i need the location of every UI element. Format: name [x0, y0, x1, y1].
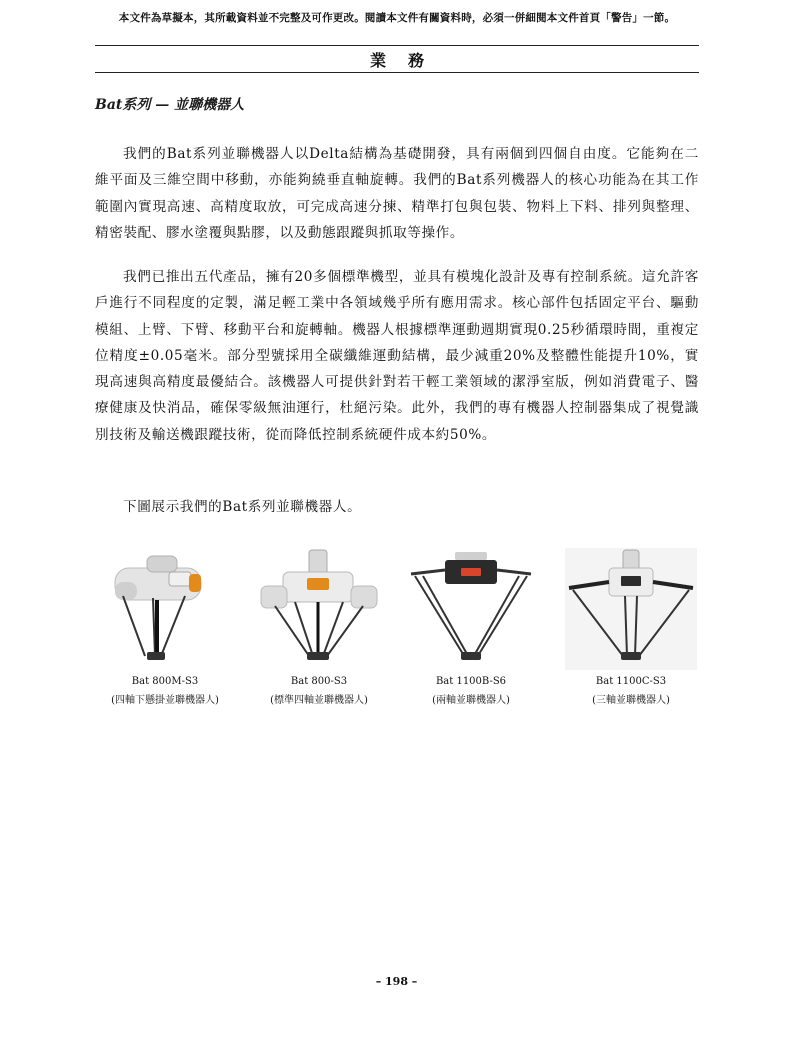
robot-bat-800-s3-image — [255, 548, 383, 670]
figure-bat-1100b-s6 — [401, 548, 541, 706]
figure-bat-800m-s3 — [95, 548, 235, 706]
figure-bat-1100c-s3 — [561, 548, 701, 706]
subheading: Bat系列 — 並聯機器人 — [95, 97, 245, 113]
figure-model-label: Bat 800-S3 — [290, 676, 348, 687]
robot-bat-1100b-s6-image — [407, 548, 535, 670]
figure-description: (兩軸並聯機器人) — [432, 695, 510, 706]
header-top-rule — [95, 45, 699, 46]
figure-model-label: Bat 800M-S3 — [131, 676, 199, 687]
figure-model-label: Bat 1100B-S6 — [435, 676, 507, 687]
robot-bat-1100c-s3-image — [565, 548, 697, 670]
draft-warning-header: 本文件為草擬本，其所載資料並不完整及可作更改。閱讀本文件有關資料時，必須一併細閱本文件首頁「警告」一節。 — [118, 12, 676, 24]
figure-description: (三軸並聯機器人) — [592, 695, 670, 706]
figure-bat-800-s3 — [249, 548, 389, 706]
figure-description: (四軸下懸掛並聯機器人) — [111, 695, 219, 706]
figure-model-label: Bat 1100C-S3 — [595, 676, 667, 687]
page-number: – 198 – — [375, 975, 418, 988]
robot-bat-800m-s3-image — [101, 548, 229, 670]
paragraph-intro: 我們的Bat系列並聯機器人以Delta結構為基礎開發，具有兩個到四個自由度。它能夠在二維平面及三維空間中移動，亦能夠繞垂直軸旋轉。我們的Bat系列機器人的核心功能為在其工作範圍內實現高速、高精度取放，可完成高速分揀、精準打包與包裝、物料上下料、排列與整理、精密裝配、膠水塗覆與點膠，以及動態跟蹤與抓取等操作。 — [95, 146, 699, 241]
section-title: 業務 — [369, 51, 446, 70]
header-bottom-rule — [95, 72, 699, 73]
figure-description: (標準四軸並聯機器人) — [270, 695, 368, 706]
paragraph-figure-caption: 下圖展示我們的Bat系列並聯機器人。 — [123, 499, 362, 515]
paragraph-details: 我們已推出五代產品，擁有20多個標準機型，並具有模塊化設計及專有控制系統。這允許客戶進行不同程度的定製，滿足輕工業中各領域幾乎所有應用需求。核心部件包括固定平台、驅動模組、上臂、下臂、移動平台和旋轉軸。機器人根據標準運動週期實現0.25秒循環時間，重複定位精度±0.05毫米。部分型號採用全碳纖維運動結構，最少減重20%及整體性能提升10%，實現高速與高精度最優結合。該機器人可提供針對若干輕工業領域的潔淨室版，例如消費電子、醫療健康及快消品，確保零級無油運行，杜絕污染。此外，我們的專有機器人控制器集成了視覺識別技術及輸送機跟蹤技術，從而降低控制系統硬件成本約50%。 — [95, 269, 699, 443]
robot-figures — [95, 548, 715, 708]
